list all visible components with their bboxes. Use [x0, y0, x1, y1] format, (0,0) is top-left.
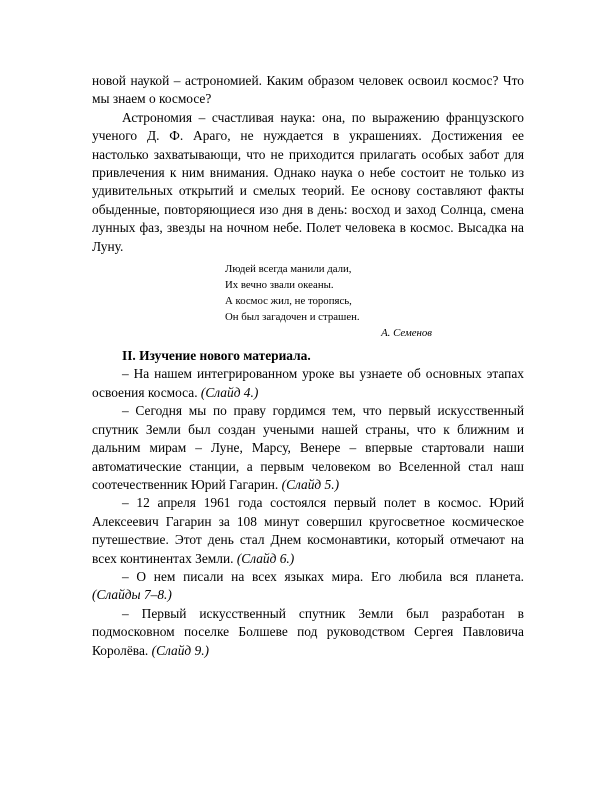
- slide-reference: (Слайд 4.): [200, 384, 259, 400]
- paragraph-intro-continuation: новой наукой – астрономией. Каким образом человек освоил космос? Что мы знаем о космосе?: [92, 73, 524, 107]
- paragraph-korolev: [92, 605, 524, 660]
- paragraph-first-flight: [92, 494, 524, 568]
- paragraph-first-satellite-pride: [92, 402, 524, 494]
- poem-line: Их вечно звали океаны.: [225, 279, 334, 292]
- poem-line: А космос жил, не торопясь,: [225, 295, 352, 308]
- paragraph-text: – 12 апреля 1961 года состоялся первый полет в космос. Юрий Алексеевич Гагарин за 108 минут совершил кругосветное космическое путешествие. Этот день стал Днем космонавтики, который отмечают на всех континентах Земли.: [92, 495, 524, 566]
- poem-line: Он был загадочен и страшен.: [225, 311, 360, 324]
- slide-reference: (Слайд 6.): [236, 550, 295, 566]
- paragraph-lesson-intro: [92, 365, 524, 402]
- paragraph-text: – О нем писали на всех языках мира. Его любила вся планета.: [122, 568, 524, 584]
- paragraph-text: – На нашем интегрированном уроке вы узнаете об основных этапах освоения космоса.: [92, 366, 524, 400]
- paragraph-text: – Сегодня мы по праву гордимся тем, что первый искусственный спутник Земли был создан учеными нашей страны, что к ближним и дальним мирам – Луне, Марсу, Венере – впервые стартовали наши автоматические станции, а первым человеком во Вселенной стал наш соотечественник Юрий Гагарин.: [92, 403, 524, 492]
- slide-reference: (Слайд 9.): [151, 642, 210, 658]
- section-title: II. Изучение нового материала.: [122, 348, 311, 364]
- poem: [225, 261, 524, 341]
- poem-line: Людей всегда манили дали,: [225, 263, 352, 276]
- paragraph-astronomy: Астрономия – счастливая наука: она, по выражению французского ученого Д. Ф. Араго, не нуждается в украшениях. Достижения ее настолько захватывающи, что не приходится прилагать особых забот для привлечения к ним внимания. Однако наука о небе состоит не только из удивительных открытий и смелых теорий. Ее основу составляют факты обыденные, повторяющиеся изо дня в день: восход и заход Солнца, смена лунных фаз, звезды на ночном небе. Полет человека в космос. Высадка на Луну.: [92, 109, 524, 254]
- slide-reference: (Слайды 7–8.): [92, 587, 172, 603]
- slide-reference: (Слайд 5.): [281, 476, 340, 492]
- paragraph-world-languages: [92, 568, 524, 605]
- poem-author: А. Семенов: [381, 327, 432, 340]
- page-content: [92, 72, 524, 660]
- paragraph-text: – Первый искусственный спутник Земли был разработан в подмосковном поселке Болшеве под руководством Сергея Павловича Королёва.: [92, 605, 524, 658]
